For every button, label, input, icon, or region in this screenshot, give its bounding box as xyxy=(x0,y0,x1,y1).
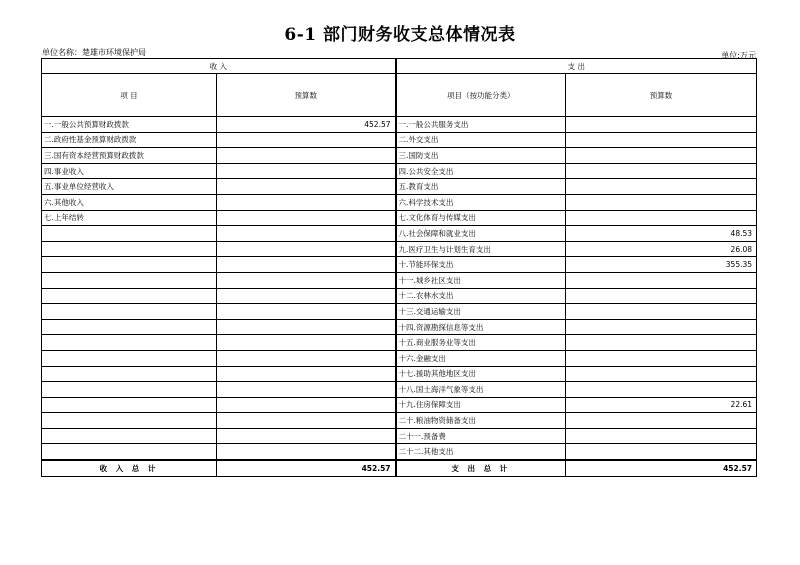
expense-item-cell: 一.一般公共服务支出 xyxy=(396,117,566,133)
income-value-cell xyxy=(217,148,396,164)
table-row xyxy=(42,163,757,179)
unit-label: 单位:万元 xyxy=(721,51,756,60)
expense-total-value: 452.57 xyxy=(566,460,757,477)
income-total-value: 452.57 xyxy=(217,460,396,477)
table-row xyxy=(42,444,757,460)
page-title: 6-1 部门财务收支总体情况表 xyxy=(284,25,516,45)
income-value-cell: 452.57 xyxy=(217,117,396,133)
income-item-cell xyxy=(42,428,217,444)
expense-item-cell: 十四.资源勘探信息等支出 xyxy=(396,319,566,335)
income-item-cell xyxy=(42,366,217,382)
income-item-cell: 六.其他收入 xyxy=(42,194,217,210)
income-item-cell xyxy=(42,335,217,351)
income-item-cell xyxy=(42,304,217,320)
table-row xyxy=(42,132,757,148)
unit-name: 单位名称：楚雄市环境保护局 xyxy=(42,48,146,57)
expense-item-cell: 三.国防支出 xyxy=(396,148,566,164)
expense-item-cell: 九.医疗卫生与计划生育支出 xyxy=(396,241,566,257)
table-row xyxy=(42,272,757,288)
table-row xyxy=(42,257,757,273)
expense-value-cell: 22.61 xyxy=(566,397,757,413)
expense-value-cell xyxy=(566,179,757,195)
expense-item-cell: 十二.农林水支出 xyxy=(396,288,566,304)
income-value-cell xyxy=(217,257,396,273)
income-value-cell xyxy=(217,210,396,226)
expense-value-cell: 355.35 xyxy=(566,257,757,273)
income-item-cell xyxy=(42,382,217,398)
table-row xyxy=(42,304,757,320)
income-value-cell xyxy=(217,335,396,351)
total-row xyxy=(42,460,757,477)
income-header: 收 入 xyxy=(42,59,396,74)
table-row xyxy=(42,428,757,444)
expense-value-cell xyxy=(566,304,757,320)
expense-value-cell xyxy=(566,366,757,382)
expense-value-cell: 48.53 xyxy=(566,226,757,242)
expense-value-cell xyxy=(566,148,757,164)
income-item-cell xyxy=(42,319,217,335)
col-budget: 预算数 xyxy=(217,74,396,117)
expense-value-cell xyxy=(566,413,757,429)
income-value-cell xyxy=(217,444,396,460)
table-row xyxy=(42,397,757,413)
table-row xyxy=(42,319,757,335)
expense-item-cell: 二十.粮油物资储备支出 xyxy=(396,413,566,429)
expense-item-cell: 四.公共安全支出 xyxy=(396,163,566,179)
table-row xyxy=(42,226,757,242)
income-item-cell: 五.事业单位经营收入 xyxy=(42,179,217,195)
income-value-cell xyxy=(217,272,396,288)
income-value-cell xyxy=(217,366,396,382)
table-row xyxy=(42,179,757,195)
expense-value-cell: 26.08 xyxy=(566,241,757,257)
income-value-cell xyxy=(217,428,396,444)
expense-item-cell: 十三.交通运输支出 xyxy=(396,304,566,320)
expense-item-cell: 十九.住房保障支出 xyxy=(396,397,566,413)
section-header-row xyxy=(42,59,757,74)
income-value-cell xyxy=(217,288,396,304)
income-value-cell xyxy=(217,194,396,210)
expense-item-cell: 五.教育支出 xyxy=(396,179,566,195)
table-row xyxy=(42,210,757,226)
column-header-row xyxy=(42,74,757,117)
income-value-cell xyxy=(217,413,396,429)
income-item-cell xyxy=(42,226,217,242)
expense-item-cell: 七.文化体育与传媒支出 xyxy=(396,210,566,226)
expense-item-cell: 十八.国土海洋气象等支出 xyxy=(396,382,566,398)
expense-value-cell xyxy=(566,117,757,133)
expense-value-cell xyxy=(566,132,757,148)
expense-total-label: 支 出 总 计 xyxy=(396,460,566,477)
income-value-cell xyxy=(217,163,396,179)
expense-item-cell: 十.节能环保支出 xyxy=(396,257,566,273)
expense-value-cell xyxy=(566,194,757,210)
table-row xyxy=(42,241,757,257)
col-item-func: 项目（按功能分类） xyxy=(396,74,566,117)
table-row xyxy=(42,288,757,304)
income-item-cell xyxy=(42,241,217,257)
income-item-cell xyxy=(42,288,217,304)
expense-item-cell: 二十一.预备费 xyxy=(396,428,566,444)
expense-value-cell xyxy=(566,350,757,366)
expense-value-cell xyxy=(566,319,757,335)
table-row xyxy=(42,335,757,351)
finance-table xyxy=(41,58,757,477)
expense-header: 支 出 xyxy=(396,59,757,74)
income-item-cell xyxy=(42,397,217,413)
expense-item-cell: 六.科学技术支出 xyxy=(396,194,566,210)
table-row xyxy=(42,413,757,429)
expense-item-cell: 十七.援助其他地区支出 xyxy=(396,366,566,382)
income-item-cell: 一.一般公共预算财政拨款 xyxy=(42,117,217,133)
expense-item-cell: 十五.商业服务业等支出 xyxy=(396,335,566,351)
expense-value-cell xyxy=(566,210,757,226)
income-value-cell xyxy=(217,226,396,242)
table-row xyxy=(42,117,757,133)
income-item-cell xyxy=(42,257,217,273)
income-value-cell xyxy=(217,179,396,195)
income-item-cell: 二.政府性基金预算财政拨款 xyxy=(42,132,217,148)
income-item-cell: 七.上年结转 xyxy=(42,210,217,226)
income-value-cell xyxy=(217,241,396,257)
expense-item-cell: 十六.金融支出 xyxy=(396,350,566,366)
col-item: 项 目 xyxy=(42,74,217,117)
table-row xyxy=(42,148,757,164)
table-row xyxy=(42,366,757,382)
table-row xyxy=(42,194,757,210)
income-value-cell xyxy=(217,304,396,320)
expense-item-cell: 十一.城乡社区支出 xyxy=(396,272,566,288)
income-value-cell xyxy=(217,132,396,148)
expense-value-cell xyxy=(566,335,757,351)
expense-item-cell: 二.外交支出 xyxy=(396,132,566,148)
income-value-cell xyxy=(217,319,396,335)
income-item-cell: 四.事业收入 xyxy=(42,163,217,179)
income-item-cell xyxy=(42,413,217,429)
expense-item-cell: 八.社会保障和就业支出 xyxy=(396,226,566,242)
income-value-cell xyxy=(217,397,396,413)
income-item-cell: 三.国有资本经营预算财政拨款 xyxy=(42,148,217,164)
income-item-cell xyxy=(42,444,217,460)
income-value-cell xyxy=(217,350,396,366)
income-total-label: 收 入 总 计 xyxy=(42,460,217,477)
table-row xyxy=(42,350,757,366)
income-value-cell xyxy=(217,382,396,398)
expense-item-cell: 二十二.其他支出 xyxy=(396,444,566,460)
expense-value-cell xyxy=(566,272,757,288)
expense-value-cell xyxy=(566,382,757,398)
col-budget-2: 预算数 xyxy=(566,74,757,117)
income-item-cell xyxy=(42,272,217,288)
expense-value-cell xyxy=(566,444,757,460)
table-row xyxy=(42,382,757,398)
expense-value-cell xyxy=(566,163,757,179)
income-item-cell xyxy=(42,350,217,366)
expense-value-cell xyxy=(566,428,757,444)
expense-value-cell xyxy=(566,288,757,304)
